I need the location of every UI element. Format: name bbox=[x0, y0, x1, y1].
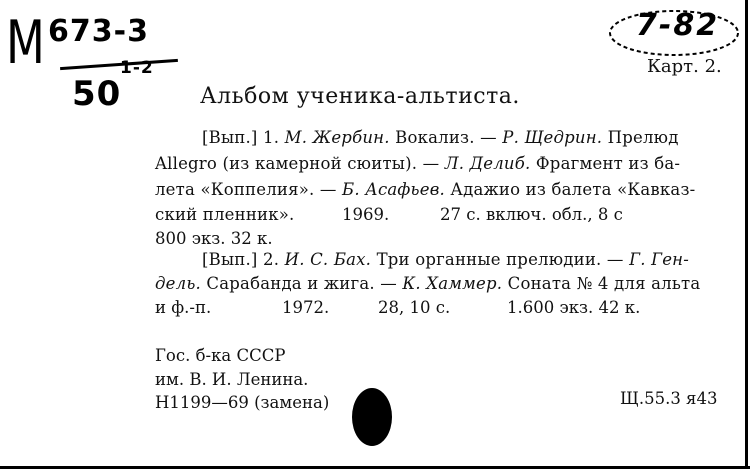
entry1-pages: 27 с. включ. обл., 8 с bbox=[440, 205, 623, 224]
classification-code: Щ.55.3 я43 bbox=[620, 389, 718, 408]
work: Три органные прелюдии. — bbox=[371, 250, 630, 269]
work: Прелюд bbox=[602, 128, 679, 147]
author: К. Хаммер. bbox=[402, 274, 503, 293]
entry2-line2 bbox=[155, 274, 700, 293]
author: дель. bbox=[155, 274, 201, 293]
author: Р. Щедрин. bbox=[502, 128, 603, 147]
library-line2: им. В. И. Ленина. bbox=[155, 370, 309, 389]
call-number-letter: M bbox=[6, 8, 46, 78]
author: Г. Ген- bbox=[629, 250, 690, 269]
issue-label: [Вып.] bbox=[202, 250, 258, 269]
call-number-bottom: 50 bbox=[72, 74, 122, 114]
library-line1: Гос. б-ка СССР bbox=[155, 346, 286, 365]
work: Вокализ. — bbox=[389, 128, 503, 147]
issue-number: 1. bbox=[257, 128, 285, 147]
author: Б. Асафьев. bbox=[342, 180, 445, 199]
entry2-pages: 28, 10 с. bbox=[378, 298, 451, 317]
author: Л. Делиб. bbox=[444, 154, 531, 173]
entry2-format: и ф.-п. bbox=[155, 298, 212, 317]
work: лета «Коппелия». — bbox=[155, 180, 343, 199]
work: Allegro bbox=[155, 154, 218, 173]
entry2-line1 bbox=[202, 250, 689, 269]
issue-label: [Вып.] bbox=[202, 128, 258, 147]
work: Соната № 4 для альта bbox=[502, 274, 701, 293]
stamp-number: 7-82 bbox=[636, 8, 720, 43]
entry2-year: 1972. bbox=[282, 298, 330, 317]
author: М. Жербин. bbox=[284, 128, 390, 147]
card-right-edge bbox=[745, 0, 748, 469]
call-number-sup: 1-2 bbox=[120, 58, 154, 78]
entry1-year: 1969. bbox=[342, 205, 390, 224]
call-number-underline bbox=[60, 59, 178, 70]
entry1-line4 bbox=[155, 205, 294, 224]
entry1-line3 bbox=[155, 180, 695, 199]
issue-number: 2. bbox=[257, 250, 285, 269]
entry1-line1 bbox=[202, 128, 679, 147]
library-line3: Н1199—69 (замена) bbox=[155, 393, 330, 412]
call-number-top: 673-3 bbox=[48, 14, 149, 49]
entry1-line2 bbox=[155, 154, 680, 173]
work: Сарабанда и жига. — bbox=[200, 274, 403, 293]
work: (из камерной сюиты). — bbox=[217, 154, 445, 173]
work: ский пленник». bbox=[155, 205, 295, 224]
card-title: Альбом ученика-альтиста. bbox=[200, 84, 520, 109]
entry1-line5: 800 экз. 32 к. bbox=[155, 229, 273, 248]
work: Фрагмент из ба- bbox=[530, 154, 681, 173]
work: Адажио из балета «Кавказ- bbox=[444, 180, 696, 199]
ink-blot bbox=[352, 388, 392, 446]
entry2-copies: 1.600 экз. 42 к. bbox=[507, 298, 641, 317]
author: И. С. Бах. bbox=[284, 250, 372, 269]
card-number: Карт. 2. bbox=[647, 56, 722, 77]
